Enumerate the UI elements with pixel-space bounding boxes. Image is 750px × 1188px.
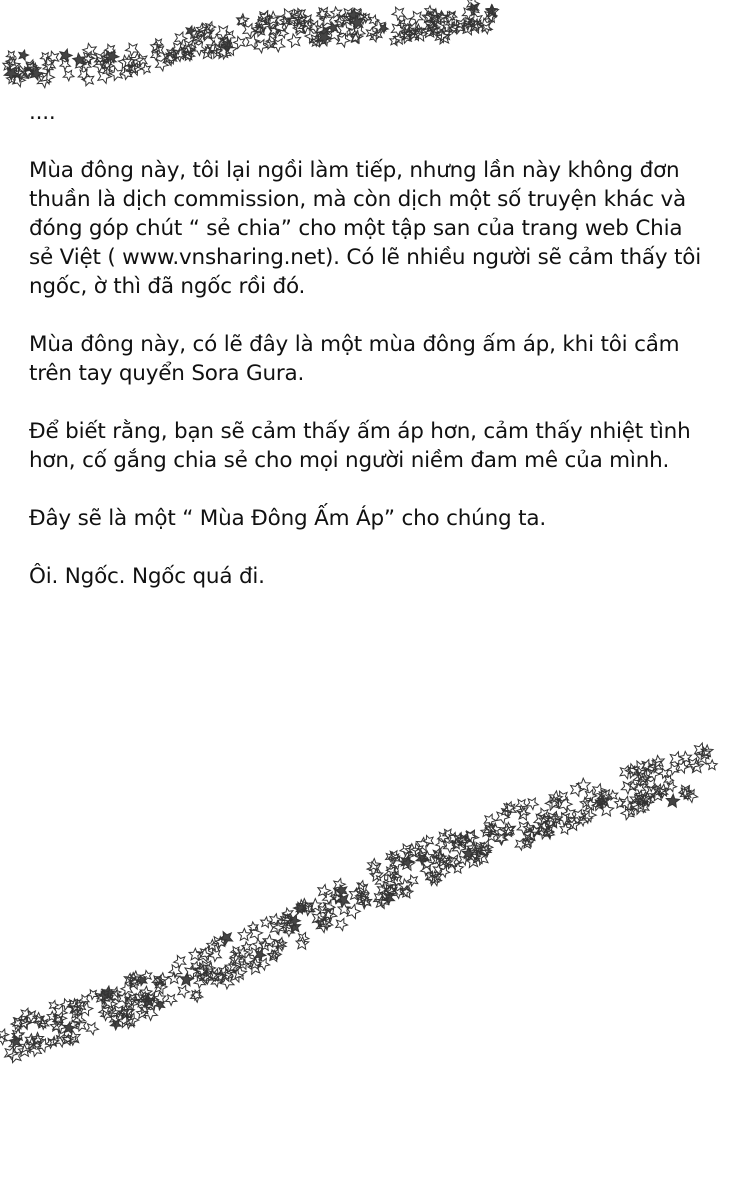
star-icon [433,864,443,874]
star-icon [407,875,418,886]
star-icon [180,973,193,986]
star-icon [40,53,50,63]
star-icon [527,798,539,810]
star-icon [390,36,400,46]
star-icon [296,937,309,949]
star-icon [318,885,331,898]
star-icon [19,50,29,60]
star-icon [174,956,186,968]
star-icon [151,51,161,61]
paragraph-3: Để biết rằng, bạn sẽ cảm thấy ấm áp hơn, cảm thấy nhiệt tình hơn, cố gắng chia sẻ cho mọi người niềm đam mê của mình. [29,419,691,473]
star-icon [685,790,698,803]
star-icon [254,40,267,53]
star-icon [43,63,53,73]
star-garland-top-icon [3,0,499,88]
star-icon [209,949,221,961]
paragraph-1: Mùa đông này, tôi lại ngồi làm tiếp, nhưng lần này không đơn thuần là dịch commission, mà còn dịch một số truyện khác và đóng góp chút “ sẻ chia” cho một tập san của trang web Chia sẻ Việt ( www.vnsharing.net). Có lẽ nhiều người sẽ cảm thấy tôi ngốc, ờ thì đã ngốc rồi đó. [29,158,702,299]
paragraph-4: Đây sẽ là một “ Mùa Đông Ấm Áp” cho chúng ta. [29,506,546,531]
star-icon [666,794,679,807]
star-icon [21,1008,32,1019]
star-icon [60,60,71,70]
star-icon [88,990,98,1000]
paragraph-2: Mùa đông này, có lẽ đây là một mùa đông ấm áp, khi tôi cầm trên tay quyển Sora Gura. [29,332,680,386]
star-icon [288,34,301,47]
star-icon [261,917,272,928]
star-icon [121,983,132,995]
star-icon [0,1035,7,1045]
star-icon [279,28,289,38]
star-icon [271,39,285,52]
star-icon [336,919,348,931]
star-icon [123,1017,134,1028]
star-icon [410,12,423,24]
star-icon [86,1023,98,1035]
star-icon [336,885,347,896]
star-icon [165,995,176,1006]
star-icon [668,764,679,775]
star-icon [443,829,454,839]
star-icon [392,7,405,20]
document-body [29,98,709,620]
star-icon [242,942,252,951]
star-icon [178,986,190,998]
ellipsis-line: .... [29,100,56,125]
star-icon [73,53,85,65]
star-icon [416,838,430,851]
star-icon [248,961,261,974]
star-icon [101,1011,111,1021]
star-icon [516,800,527,811]
star-icon [154,992,166,1003]
star-icon [331,7,342,18]
star-icon [5,1047,18,1061]
star-icon [237,14,249,26]
star-icon [319,904,330,916]
star-icon [238,928,250,940]
star-icon [78,70,89,81]
star-icon [707,760,717,770]
star-garland-bottom-icon [0,743,717,1063]
star-icon [224,31,235,42]
star-icon [652,789,664,800]
paragraph-5: Ôi. Ngốc. Ngốc quá đi. [29,564,265,589]
star-icon [141,64,151,74]
star-icon [680,751,692,763]
star-icon [63,70,74,80]
